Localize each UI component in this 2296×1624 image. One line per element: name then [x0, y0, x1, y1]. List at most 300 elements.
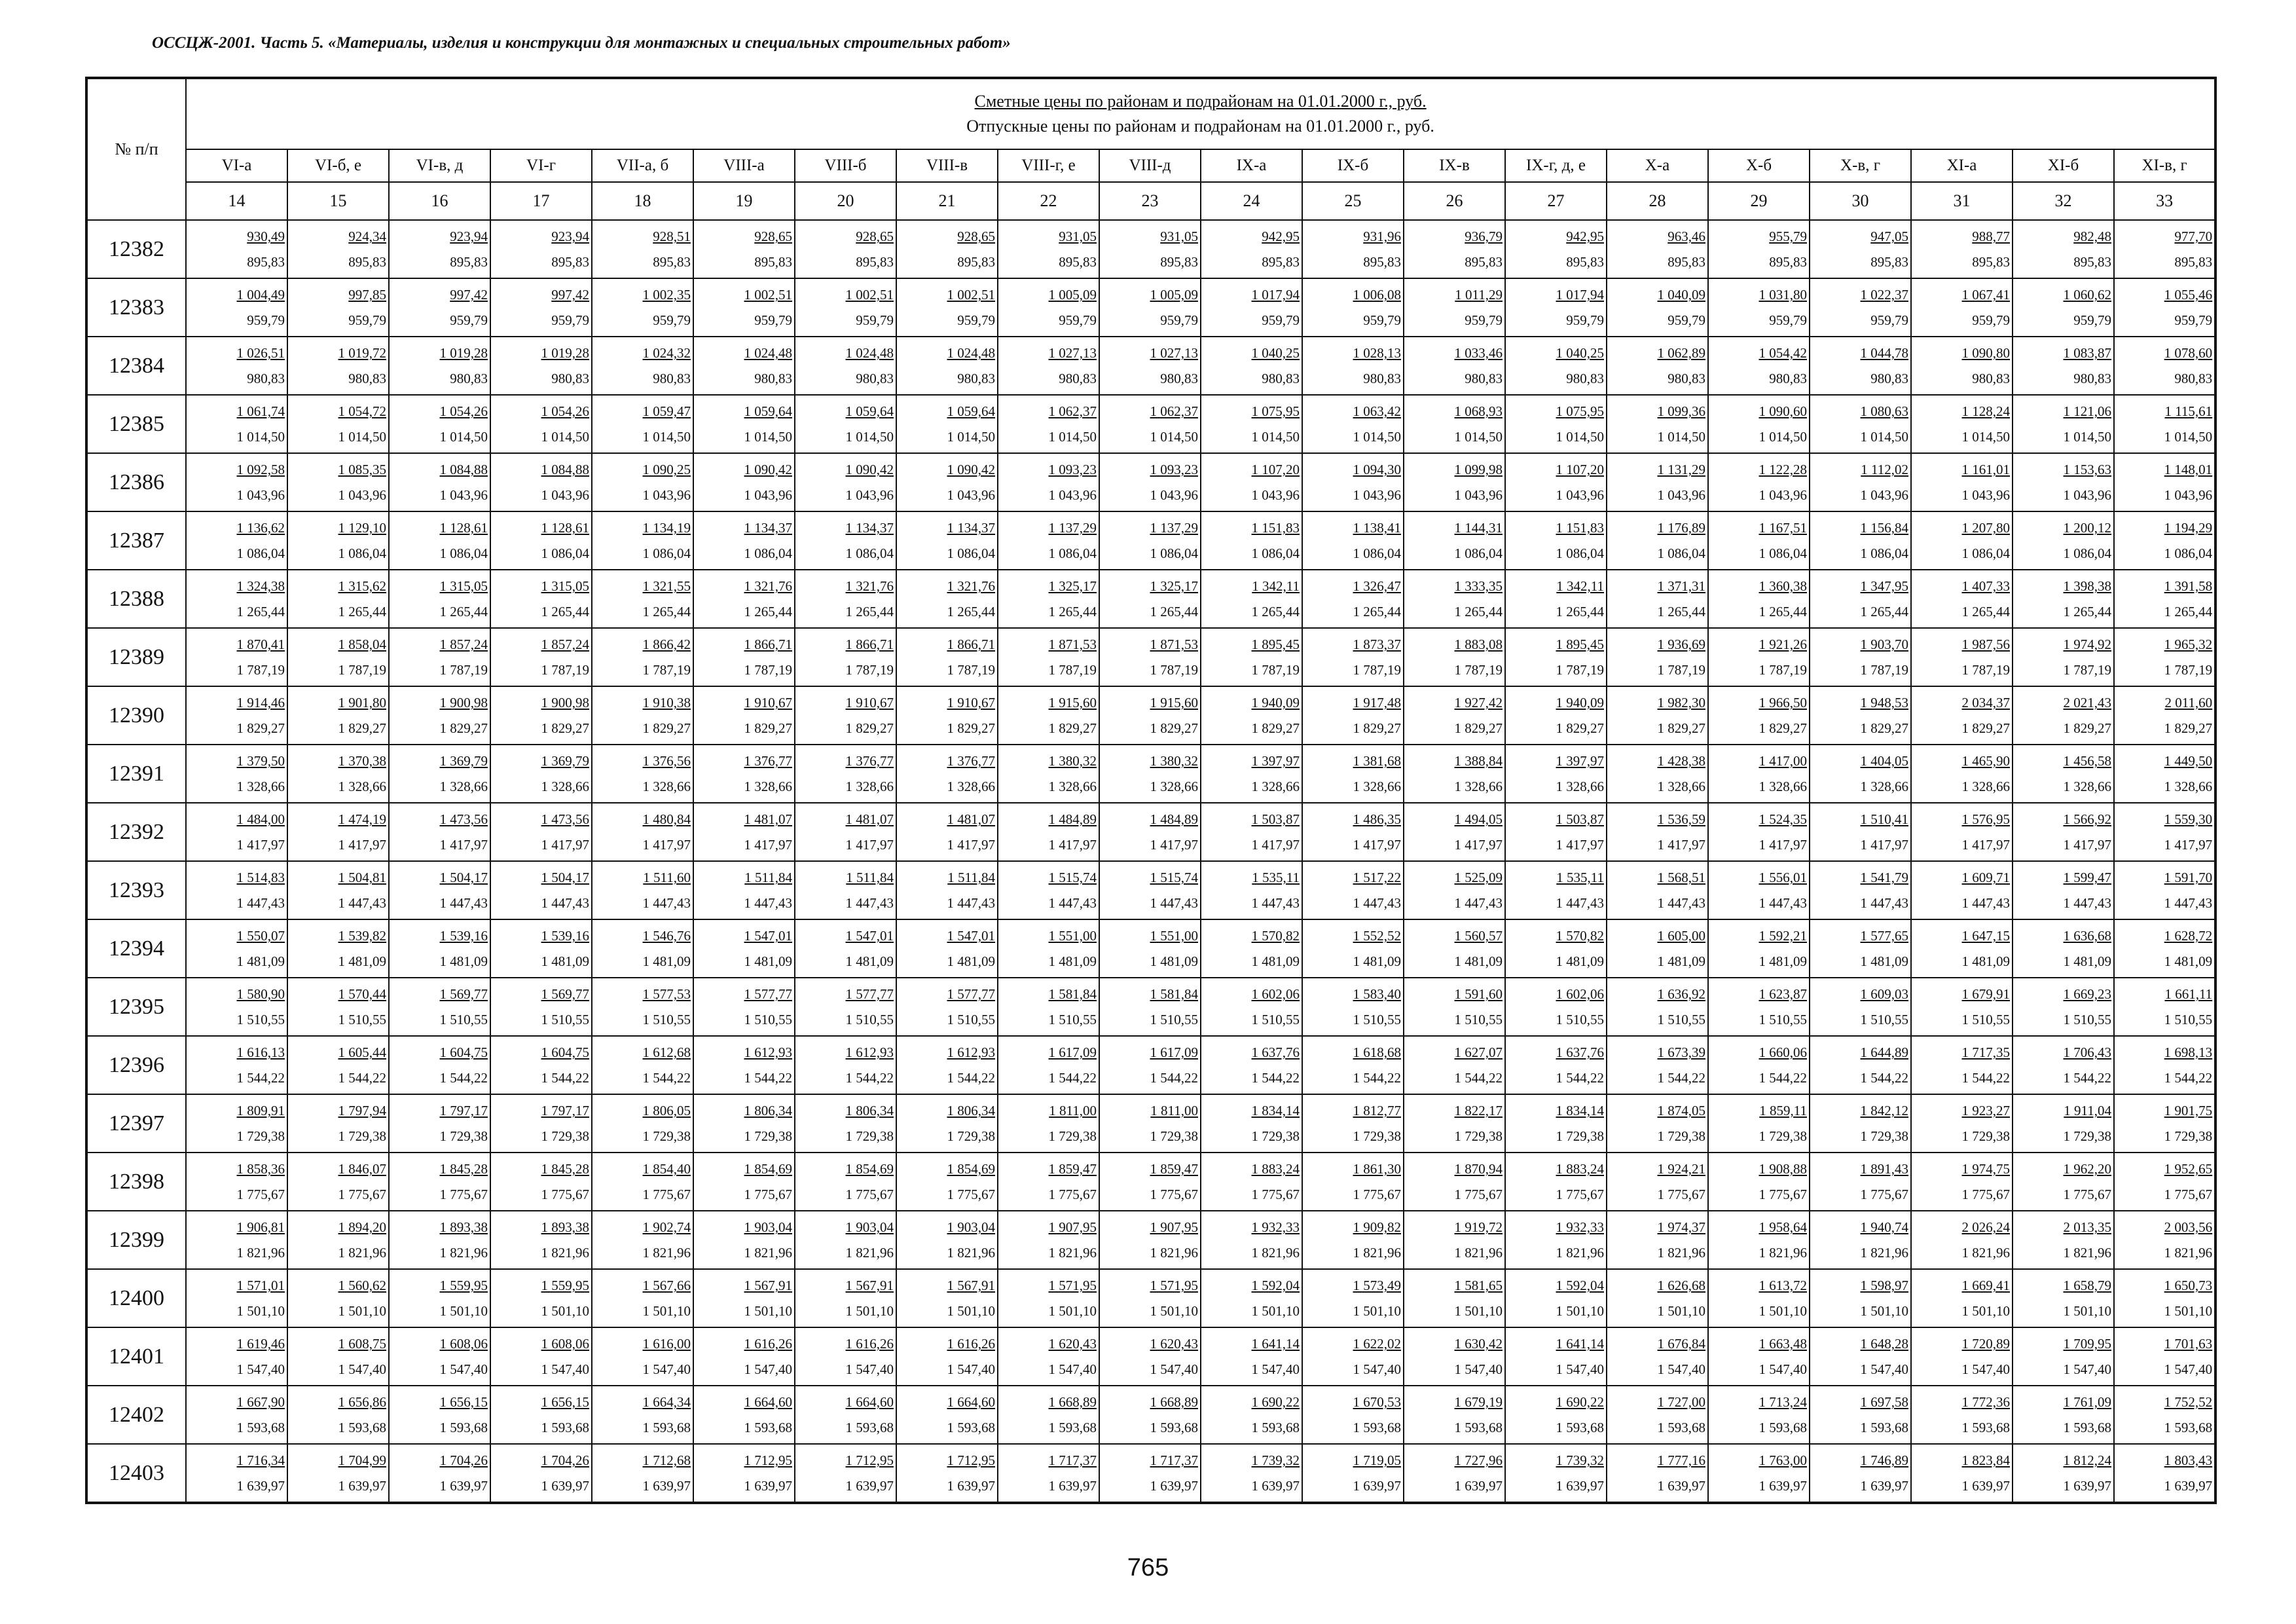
estimated-price: 1 456,58: [2063, 753, 2111, 769]
release-price: 1 501,10: [1454, 1303, 1503, 1319]
estimated-price: 1 891,43: [1860, 1161, 1908, 1177]
estimated-price: 1 207,80: [1961, 520, 2010, 536]
estimated-price: 1 404,05: [1860, 753, 1908, 769]
price-cell: [1505, 337, 1607, 395]
release-price: 1 593,68: [2164, 1420, 2213, 1435]
price-cell: [1607, 570, 1708, 628]
estimated-price: 1 059,64: [744, 403, 792, 419]
estimated-price: 1 599,47: [2063, 870, 2111, 885]
release-price: 1 265,44: [236, 604, 285, 619]
estimated-price: 1 636,68: [2063, 928, 2111, 944]
estimated-price: 1 883,24: [1556, 1161, 1604, 1177]
estimated-price: 1 617,09: [1150, 1044, 1198, 1060]
estimated-price: 1 535,11: [1556, 870, 1604, 885]
release-price: 1 544,22: [338, 1070, 386, 1086]
estimated-price: 1 006,08: [1353, 287, 1401, 303]
price-cell: [795, 1327, 896, 1386]
district-header: XI-а: [1911, 149, 2013, 182]
price-cell: [693, 453, 795, 511]
release-price: 1 417,97: [1251, 837, 1300, 853]
release-price: 895,83: [1363, 254, 1401, 270]
release-price: 1 417,97: [338, 837, 386, 853]
estimated-price: 1 906,81: [236, 1219, 285, 1235]
release-price: 1 417,97: [1353, 837, 1401, 853]
release-price: 1 510,55: [1657, 1012, 1705, 1027]
estimated-price: 1 567,91: [744, 1278, 792, 1293]
estimated-price: 1 834,14: [1556, 1103, 1604, 1118]
estimated-price: 1 449,50: [2164, 753, 2213, 769]
price-cell: [592, 1386, 693, 1444]
price-cell: [1201, 978, 1302, 1036]
release-price: 1 265,44: [845, 604, 894, 619]
release-price: 1 014,50: [744, 429, 792, 445]
estimated-price: 1 697,58: [1860, 1394, 1908, 1410]
estimated-price: 1 541,79: [1860, 870, 1908, 885]
release-price: 1 829,27: [1048, 720, 1097, 736]
price-cell: [287, 278, 389, 337]
estimated-price: 1 914,46: [236, 695, 285, 710]
estimated-price: 1 090,42: [744, 462, 792, 477]
price-cell: [1505, 1153, 1607, 1211]
estimated-price: 1 915,60: [1150, 695, 1198, 710]
price-cell: [490, 395, 592, 453]
release-price: 1 501,10: [1251, 1303, 1300, 1319]
estimated-price: 1 987,56: [1961, 637, 2010, 652]
estimated-price: 1 974,37: [1657, 1219, 1705, 1235]
estimated-price: 1 717,37: [1048, 1452, 1097, 1468]
price-cell: [1099, 628, 1201, 686]
price-cell: [1099, 745, 1201, 803]
column-number: 22: [998, 182, 1099, 220]
table-row: [86, 453, 2215, 511]
row-id: 12403: [86, 1444, 186, 1503]
release-price: 1 787,19: [2164, 662, 2213, 678]
release-price: 980,83: [1769, 371, 1807, 386]
row-id: 12394: [86, 919, 186, 978]
price-cell: [1505, 1269, 1607, 1327]
price-cell: [795, 628, 896, 686]
release-price: 980,83: [348, 371, 386, 386]
price-cell: [1302, 453, 1404, 511]
release-price: 1 775,67: [2164, 1187, 2213, 1202]
estimated-price: 977,70: [2174, 229, 2213, 244]
estimated-price: 1 577,77: [845, 986, 894, 1002]
price-table: [85, 77, 2217, 1504]
release-price: 1 547,40: [1860, 1361, 1908, 1377]
price-cell: [896, 570, 998, 628]
release-price: 1 787,19: [1048, 662, 1097, 678]
release-price: 959,79: [1566, 312, 1604, 328]
price-cell: [1201, 1094, 1302, 1153]
release-price: 1 544,22: [1251, 1070, 1300, 1086]
price-cell: [1302, 978, 1404, 1036]
release-price: 1 829,27: [1150, 720, 1198, 736]
price-cell: [1201, 337, 1302, 395]
price-cell: [1810, 628, 1911, 686]
estimated-price: 1 895,45: [1556, 637, 1604, 652]
price-cell: [1201, 511, 1302, 570]
estimated-price: 1 664,34: [642, 1394, 691, 1410]
price-cell: [1810, 1269, 1911, 1327]
estimated-price: 1 617,09: [1048, 1044, 1097, 1060]
release-price: 1 821,96: [338, 1245, 386, 1261]
release-price: 980,83: [957, 371, 995, 386]
price-cell: [998, 220, 1099, 278]
price-cell: [1404, 978, 1505, 1036]
price-cell: [1708, 1094, 1810, 1153]
estimated-price: 1 667,90: [236, 1394, 285, 1410]
estimated-price: 1 716,34: [236, 1452, 285, 1468]
price-cell: [693, 1327, 795, 1386]
release-price: 895,83: [1566, 254, 1604, 270]
estimated-price: 1 628,72: [2164, 928, 2213, 944]
release-price: 1 328,66: [338, 779, 386, 794]
price-cell: [1810, 803, 1911, 861]
price-cell: [1911, 1036, 2013, 1094]
price-cell: [1708, 919, 1810, 978]
estimated-price: 1 902,74: [642, 1219, 691, 1235]
release-price: 1 014,50: [1758, 429, 1807, 445]
estimated-price: 1 137,29: [1150, 520, 1198, 536]
release-price: 1 510,55: [541, 1012, 589, 1027]
row-id: 12383: [86, 278, 186, 337]
release-price: 1 328,66: [1251, 779, 1300, 794]
estimated-price: 1 481,07: [744, 811, 792, 827]
estimated-price: 1 866,71: [744, 637, 792, 652]
release-price: 1 787,19: [744, 662, 792, 678]
estimated-price: 1 605,00: [1657, 928, 1705, 944]
release-price: 1 544,22: [439, 1070, 488, 1086]
estimated-price: 1 571,95: [1150, 1278, 1198, 1293]
price-cell: [389, 919, 490, 978]
price-cell: [287, 861, 389, 919]
estimated-price: 1 924,21: [1657, 1161, 1705, 1177]
price-cell: [1607, 686, 1708, 745]
release-price: 1 447,43: [1251, 895, 1300, 911]
price-cell: [998, 1386, 1099, 1444]
price-cell: [287, 686, 389, 745]
estimated-price: 1 909,82: [1353, 1219, 1401, 1235]
price-cell: [1607, 1269, 1708, 1327]
column-number: 25: [1302, 182, 1404, 220]
estimated-price: 931,05: [1059, 229, 1097, 244]
release-price: 895,83: [653, 254, 691, 270]
district-header: XI-в, г: [2114, 149, 2215, 182]
estimated-price: 1 910,67: [947, 695, 995, 710]
release-price: 1 417,97: [744, 837, 792, 853]
release-price: 1 328,66: [642, 779, 691, 794]
estimated-price: 1 604,75: [541, 1044, 589, 1060]
release-price: 1 510,55: [1860, 1012, 1908, 1027]
release-price: 1 829,27: [1454, 720, 1503, 736]
release-price: 959,79: [1870, 312, 1908, 328]
estimated-price: 1 676,84: [1657, 1336, 1705, 1352]
release-price: 1 501,10: [338, 1303, 386, 1319]
district-header: X-а: [1607, 149, 1708, 182]
estimated-price: 1 494,05: [1454, 811, 1503, 827]
estimated-price: 1 090,60: [1758, 403, 1807, 419]
release-price: 1 501,10: [2164, 1303, 2213, 1319]
release-price: 1 729,38: [947, 1128, 995, 1144]
estimated-price: 1 017,94: [1556, 287, 1604, 303]
price-table-body: [86, 220, 2215, 1503]
estimated-price: 1 627,07: [1454, 1044, 1503, 1060]
price-cell: [389, 1269, 490, 1327]
estimated-price: 1 644,89: [1860, 1044, 1908, 1060]
release-price: 1 501,10: [1556, 1303, 1604, 1319]
release-price: 959,79: [348, 312, 386, 328]
release-price: 959,79: [1363, 312, 1401, 328]
price-cell: [1911, 1327, 2013, 1386]
price-cell: [693, 978, 795, 1036]
price-cell: [1607, 1153, 1708, 1211]
price-cell: [186, 511, 287, 570]
release-price: 1 265,44: [1860, 604, 1908, 619]
price-cell: [1810, 1211, 1911, 1269]
price-cell: [389, 278, 490, 337]
price-cell: [1911, 745, 2013, 803]
table-row: [86, 1036, 2215, 1094]
release-price: 1 501,10: [1657, 1303, 1705, 1319]
price-cell: [1607, 511, 1708, 570]
price-cell: [2013, 395, 2114, 453]
price-cell: [592, 628, 693, 686]
release-price: 1 787,19: [2063, 662, 2111, 678]
estimated-price: 1 608,06: [541, 1336, 589, 1352]
price-cell: [2013, 745, 2114, 803]
estimated-price: 1 484,89: [1048, 811, 1097, 827]
release-price: 1 265,44: [1556, 604, 1604, 619]
price-cell: [795, 395, 896, 453]
estimated-price: 1 901,75: [2164, 1103, 2213, 1118]
price-cell: [795, 278, 896, 337]
estimated-price: 1 854,40: [642, 1161, 691, 1177]
release-price: 980,83: [247, 371, 285, 386]
release-price: 1 417,97: [2164, 837, 2213, 853]
estimated-price: 1 857,24: [439, 637, 488, 652]
estimated-price: 1 360,38: [1758, 578, 1807, 594]
price-cell: [287, 570, 389, 628]
price-cell: [1201, 1444, 1302, 1503]
price-cell: [1099, 1386, 1201, 1444]
price-cell: [693, 570, 795, 628]
estimated-price: 1 613,72: [1758, 1278, 1807, 1293]
estimated-price: 1 024,48: [845, 345, 894, 361]
release-price: 1 265,44: [2063, 604, 2111, 619]
price-cell: [490, 511, 592, 570]
estimated-price: 1 093,23: [1048, 462, 1097, 477]
release-price: 1 775,67: [947, 1187, 995, 1202]
price-cell: [896, 453, 998, 511]
estimated-price: 1 698,13: [2164, 1044, 2213, 1060]
release-price: 1 014,50: [1556, 429, 1604, 445]
estimated-price: 1 592,04: [1251, 1278, 1300, 1293]
estimated-price: 1 752,52: [2164, 1394, 2213, 1410]
release-price: 1 447,43: [1353, 895, 1401, 911]
estimated-price: 997,42: [551, 287, 589, 303]
estimated-price: 928,51: [653, 229, 691, 244]
district-header: VIII-г, е: [998, 149, 1099, 182]
release-price: 1 547,40: [1657, 1361, 1705, 1377]
release-price: 1 821,96: [744, 1245, 792, 1261]
release-price: 1 014,50: [439, 429, 488, 445]
release-price: 1 775,67: [1961, 1187, 2010, 1202]
estimated-price: 923,94: [551, 229, 589, 244]
price-cell: [1505, 1211, 1607, 1269]
release-price: 1 328,66: [236, 779, 285, 794]
price-cell: [1099, 1094, 1201, 1153]
release-price: 1 593,68: [1048, 1420, 1097, 1435]
price-cell: [2114, 395, 2215, 453]
price-cell: [998, 745, 1099, 803]
estimated-prices-caption: Сметные цены по районам и подрайонам на 01.01.2000 г., руб.: [974, 92, 1427, 111]
price-cell: [998, 1153, 1099, 1211]
release-price: 1 501,10: [1353, 1303, 1401, 1319]
price-cell: [389, 628, 490, 686]
release-price: 1 501,10: [744, 1303, 792, 1319]
estimated-price: 1 873,37: [1353, 637, 1401, 652]
estimated-price: 1 576,95: [1961, 811, 2010, 827]
release-price: 1 014,50: [2164, 429, 2213, 445]
price-cell: [592, 978, 693, 1036]
price-cell: [2013, 978, 2114, 1036]
release-price: 1 729,38: [1758, 1128, 1807, 1144]
price-cell: [1201, 803, 1302, 861]
price-cell: [2114, 686, 2215, 745]
release-price: 1 043,96: [1048, 487, 1097, 503]
price-cell: [592, 1269, 693, 1327]
price-cell: [2013, 1327, 2114, 1386]
release-price: 1 086,04: [439, 545, 488, 561]
release-price: 1 014,50: [338, 429, 386, 445]
release-price: 1 447,43: [236, 895, 285, 911]
release-price: 1 821,96: [1860, 1245, 1908, 1261]
estimated-price: 1 690,22: [1251, 1394, 1300, 1410]
estimated-price: 1 547,01: [845, 928, 894, 944]
release-price: 980,83: [1262, 371, 1300, 386]
table-row: [86, 511, 2215, 570]
release-price: 1 510,55: [1454, 1012, 1503, 1027]
price-cell: [1505, 220, 1607, 278]
release-price: 1 547,40: [1353, 1361, 1401, 1377]
estimated-price: 1 823,84: [1961, 1452, 2010, 1468]
price-cell: [1607, 978, 1708, 1036]
release-price: 895,83: [450, 254, 488, 270]
price-cell: [186, 395, 287, 453]
estimated-price: 1 078,60: [2164, 345, 2213, 361]
release-price: 1 265,44: [439, 604, 488, 619]
estimated-price: 1 908,88: [1758, 1161, 1807, 1177]
row-id: 12390: [86, 686, 186, 745]
estimated-price: 1 062,37: [1048, 403, 1097, 419]
release-price: 1 481,09: [2063, 953, 2111, 969]
estimated-price: 1 514,83: [236, 870, 285, 885]
price-cell: [186, 1211, 287, 1269]
price-cell: [1302, 1269, 1404, 1327]
price-cell: [2114, 1036, 2215, 1094]
price-cell: [693, 1036, 795, 1094]
price-cell: [2013, 220, 2114, 278]
price-cell: [490, 1211, 592, 1269]
price-cell: [2114, 570, 2215, 628]
release-price: 1 593,68: [1556, 1420, 1604, 1435]
release-price: 1 544,22: [1048, 1070, 1097, 1086]
column-number-row: [86, 182, 2215, 220]
estimated-price: 1 668,89: [1150, 1394, 1198, 1410]
price-cell: [693, 220, 795, 278]
price-cell: [592, 278, 693, 337]
price-cell: [896, 1327, 998, 1386]
release-price: 1 593,68: [845, 1420, 894, 1435]
release-price: 959,79: [1972, 312, 2010, 328]
estimated-price: 1 591,70: [2164, 870, 2213, 885]
price-cell: [1505, 511, 1607, 570]
price-cell: [389, 220, 490, 278]
release-price: 959,79: [1465, 312, 1503, 328]
release-price: 1 639,97: [1556, 1478, 1604, 1494]
price-cell: [1201, 453, 1302, 511]
price-cell: [389, 1327, 490, 1386]
estimated-price: 1 717,35: [1961, 1044, 2010, 1060]
estimated-price: 1 465,90: [1961, 753, 2010, 769]
estimated-price: 1 144,31: [1454, 520, 1503, 536]
district-header: VIII-в: [896, 149, 998, 182]
estimated-price: 1 566,92: [2063, 811, 2111, 827]
release-price: 1 014,50: [1150, 429, 1198, 445]
release-price: 1 501,10: [236, 1303, 285, 1319]
price-cell: [1505, 570, 1607, 628]
release-price: 1 547,40: [1961, 1361, 2010, 1377]
price-cell: [2114, 1386, 2215, 1444]
release-price: 1 043,96: [1657, 487, 1705, 503]
release-price: 1 447,43: [642, 895, 691, 911]
price-cell: [287, 1327, 389, 1386]
price-cell: [1911, 1444, 2013, 1503]
column-number: 32: [2013, 182, 2114, 220]
estimated-price: 2 026,24: [1961, 1219, 2010, 1235]
price-cell: [1708, 395, 1810, 453]
price-cell: [1404, 861, 1505, 919]
release-price: 1 544,22: [236, 1070, 285, 1086]
release-price: 1 547,40: [439, 1361, 488, 1377]
release-price: 1 481,09: [236, 953, 285, 969]
estimated-price: 1 137,29: [1048, 520, 1097, 536]
release-price: 1 510,55: [744, 1012, 792, 1027]
price-cell: [287, 453, 389, 511]
estimated-price: 1 321,76: [845, 578, 894, 594]
price-cell: [287, 1036, 389, 1094]
estimated-price: 1 859,11: [1759, 1103, 1807, 1118]
estimated-price: 1 806,34: [845, 1103, 894, 1118]
district-header: X-б: [1708, 149, 1810, 182]
table-row: [86, 919, 2215, 978]
price-cell: [1302, 919, 1404, 978]
release-price: 1 821,96: [1556, 1245, 1604, 1261]
estimated-price: 1 325,17: [1048, 578, 1097, 594]
price-cell: [896, 1153, 998, 1211]
release-price: 1 544,22: [1860, 1070, 1908, 1086]
price-cell: [795, 1211, 896, 1269]
estimated-price: 1 641,14: [1251, 1336, 1300, 1352]
estimated-price: 1 859,47: [1150, 1161, 1198, 1177]
price-cell: [389, 686, 490, 745]
price-cell: [2013, 453, 2114, 511]
estimated-price: 1 511,84: [744, 870, 792, 885]
release-price: 1 544,22: [1758, 1070, 1807, 1086]
price-cell: [2114, 1094, 2215, 1153]
estimated-price: 1 539,16: [439, 928, 488, 944]
price-cell: [1302, 803, 1404, 861]
